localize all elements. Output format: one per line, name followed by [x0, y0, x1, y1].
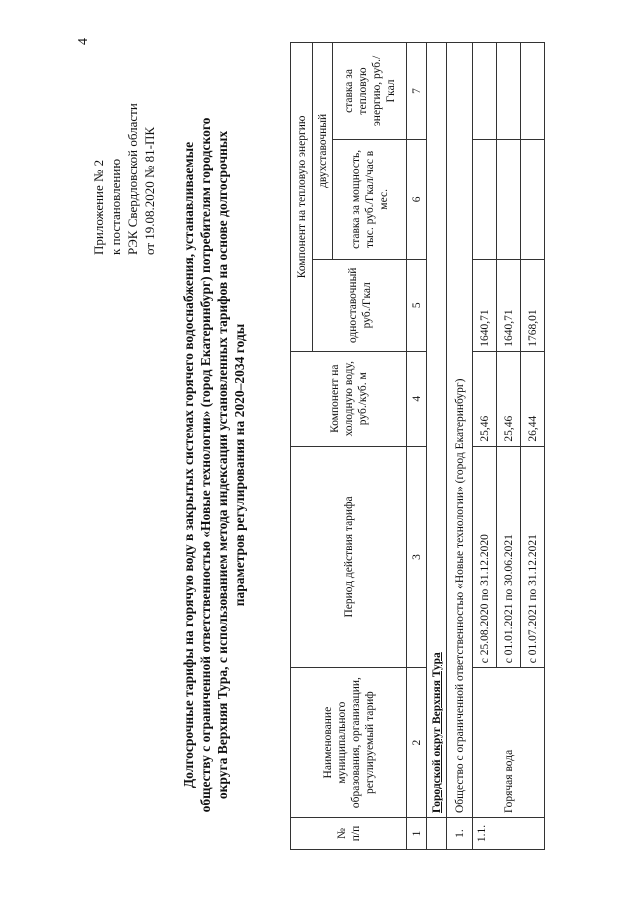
org-number: 1. — [447, 818, 473, 850]
appendix-block — [90, 15, 158, 255]
col-number: 5 — [407, 259, 427, 351]
single-rate-cell: 1640,71 — [497, 259, 521, 351]
organization-row — [447, 43, 473, 850]
title-line: обществу с ограниченной ответственностью «Новые технологии» (город Екатеринбург) потребителям городского — [198, 117, 213, 813]
appendix-line: к постановлению — [108, 158, 123, 255]
cold-water-cell: 26,44 — [521, 351, 545, 446]
item-number: 1.1. — [473, 818, 545, 850]
table-row — [473, 43, 497, 850]
capacity-rate-cell — [521, 139, 545, 259]
cold-water-cell: 25,46 — [473, 351, 497, 446]
header-row — [291, 43, 313, 850]
appendix-line: РЭК Свердловской области — [125, 103, 140, 255]
item-name: Горячая вода — [473, 668, 545, 818]
period-cell: с 01.01.2021 по 30.06.2021 — [497, 446, 521, 668]
single-rate-cell: 1768,01 — [521, 259, 545, 351]
header-num: № п/п — [291, 818, 407, 850]
district-name: Городской округ Верхняя Тура — [430, 652, 443, 814]
col-number: 2 — [407, 668, 427, 818]
appendix-line: Приложение № 2 — [91, 159, 106, 255]
col-number: 7 — [407, 43, 427, 140]
title-line: параметров регулирования на 2020–2034 годы — [232, 323, 247, 607]
title-line: Долгосрочные тарифы на горячую воду в закрытых системах горячего водоснабжения, устанавливаемые — [181, 141, 196, 789]
title-line: округа Верхняя Тура, с использованием метода индексации установленных тарифов на основе долгосрочных — [215, 130, 230, 800]
single-rate-cell: 1640,71 — [473, 259, 497, 351]
header-two-rate: двухставочный — [313, 43, 333, 260]
appendix-line: от 19.08.2020 № 81-ПК — [142, 126, 157, 255]
col-number: 1 — [407, 818, 427, 850]
col-number: 6 — [407, 139, 427, 259]
header-energy-rate: ставка за тепловую энергию, руб./Гкал — [333, 43, 407, 140]
header-single-rate: одноставочный руб./Гкал — [313, 259, 407, 351]
cold-water-cell: 25,46 — [497, 351, 521, 446]
document-title — [180, 65, 248, 865]
header-period: Период действия тарифа — [291, 446, 407, 668]
district-row — [427, 43, 447, 850]
org-name: Общество с ограниченной ответственностью «Новые технологии» (город Екатеринбург) — [447, 43, 473, 818]
col-number: 4 — [407, 351, 427, 446]
energy-rate-cell — [521, 43, 545, 140]
capacity-rate-cell — [497, 139, 521, 259]
header-name: Наименование муниципального образования, организации, регулируемый тариф — [291, 668, 407, 818]
period-cell: с 01.07.2021 по 31.12.2021 — [521, 446, 545, 668]
col-number: 3 — [407, 446, 427, 668]
energy-rate-cell — [473, 43, 497, 140]
energy-rate-cell — [497, 43, 521, 140]
header-capacity-rate: ставка за мощность, тыс. руб./Гкал/час в мес. — [333, 139, 407, 259]
header-cold-water: Компонент на холодную воду, руб./куб. м — [291, 351, 407, 446]
period-cell: с 25.08.2020 по 31.12.2020 — [473, 446, 497, 668]
column-number-row — [407, 43, 427, 850]
header-heat-component: Компонент на тепловую энергию — [291, 43, 313, 352]
tariff-table — [290, 42, 545, 850]
page-number: 4 — [76, 38, 91, 45]
capacity-rate-cell — [473, 139, 497, 259]
